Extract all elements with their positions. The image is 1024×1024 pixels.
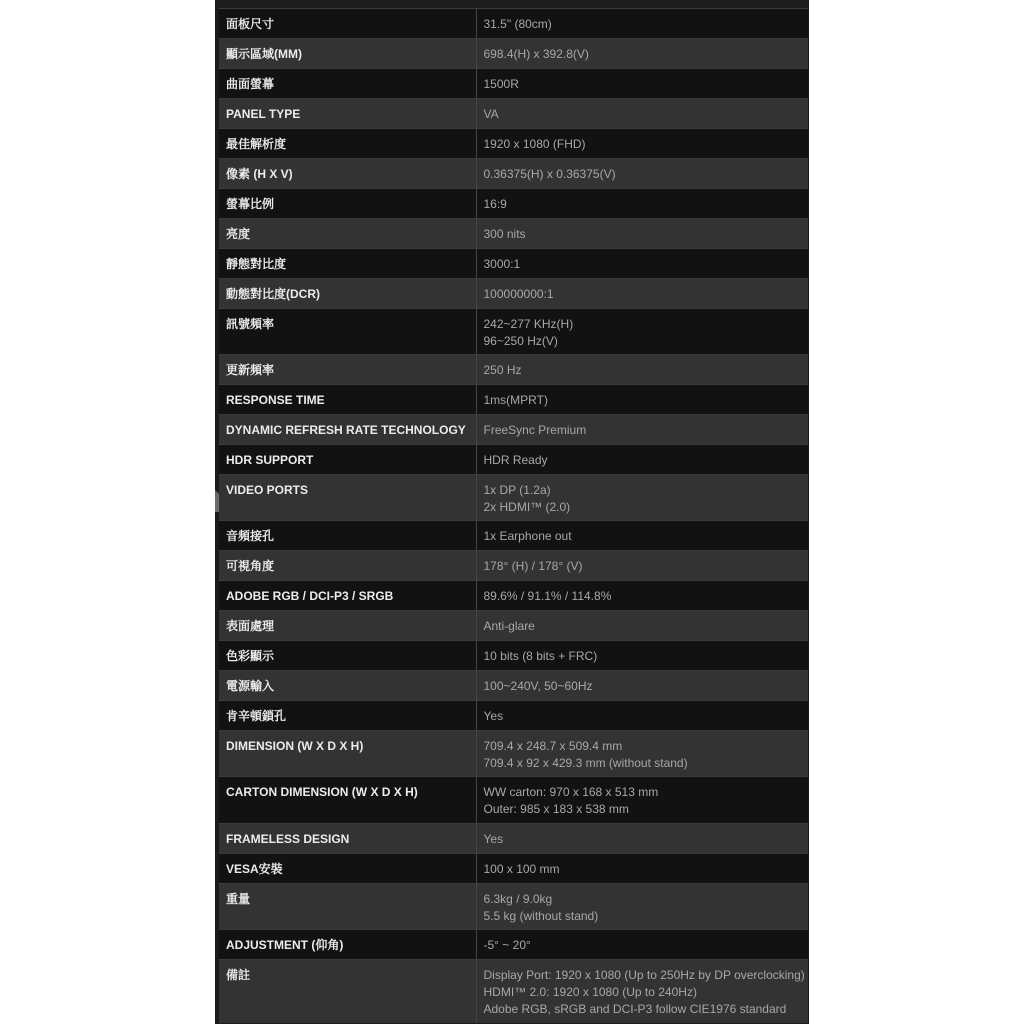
spec-row <box>219 581 808 611</box>
spec-value <box>476 249 808 279</box>
spec-label: ADJUSTMENT (仰角) <box>219 930 476 960</box>
spec-label: 顯示區域(MM) <box>219 39 476 69</box>
spec-label: 訊號頻率 <box>219 309 476 355</box>
spec-value-line: 300 nits <box>483 227 526 241</box>
spec-value-line: 709.4 x 248.7 x 509.4 mm <box>483 739 623 753</box>
spec-row <box>219 701 808 731</box>
spec-value-line: 1500R <box>483 77 519 91</box>
spec-value <box>476 475 808 521</box>
spec-label: 重量 <box>219 884 476 930</box>
spec-value-line: 31.5" (80cm) <box>483 17 552 31</box>
spec-label: 表面處理 <box>219 611 476 641</box>
spec-row <box>219 39 808 69</box>
spec-row <box>219 824 808 854</box>
spec-label: VIDEO PORTS <box>219 475 476 521</box>
spec-row <box>219 930 808 960</box>
spec-value <box>476 521 808 551</box>
spec-value <box>476 854 808 884</box>
spec-value-line: 16:9 <box>483 197 507 211</box>
spec-value-line: 1x DP (1.2a) <box>483 483 551 497</box>
spec-value-line: 698.4(H) x 392.8(V) <box>483 47 589 61</box>
spec-row <box>219 960 808 1023</box>
spec-value-line: Adobe RGB, sRGB and DCI-P3 follow CIE1976 standard <box>483 1002 787 1016</box>
spec-value <box>476 777 808 824</box>
spec-value-line: WW carton: 970 x 168 x 513 mm <box>483 785 659 799</box>
spec-label: PANEL TYPE <box>219 99 476 129</box>
spec-value-line: 100 x 100 mm <box>483 862 560 876</box>
spec-row <box>219 9 808 39</box>
spec-row <box>219 611 808 641</box>
spec-row <box>219 159 808 189</box>
spec-value <box>476 9 808 39</box>
spec-value <box>476 671 808 701</box>
spec-value <box>476 960 808 1023</box>
spec-value <box>476 611 808 641</box>
spec-label: FRAMELESS DESIGN <box>219 824 476 854</box>
spec-label: DYNAMIC REFRESH RATE TECHNOLOGY <box>219 415 476 445</box>
spec-label: 肯辛頓鎖孔 <box>219 701 476 731</box>
spec-label: 像素 (H X V) <box>219 159 476 189</box>
spec-label: HDR SUPPORT <box>219 445 476 475</box>
spec-row <box>219 731 808 777</box>
spec-value-line: Yes <box>483 709 504 723</box>
spec-row <box>219 445 808 475</box>
spec-value-line: 96~250 Hz(V) <box>483 334 558 348</box>
spec-row <box>219 551 808 581</box>
spec-value-line: 3000:1 <box>483 257 521 271</box>
spec-value-line: 2x HDMI™ (2.0) <box>483 500 571 514</box>
spec-label: CARTON DIMENSION (W X D X H) <box>219 777 476 824</box>
spec-label: 可視角度 <box>219 551 476 581</box>
spec-value <box>476 930 808 960</box>
spec-value <box>476 309 808 355</box>
spec-value-line: 709.4 x 92 x 429.3 mm (without stand) <box>483 756 688 770</box>
spec-value-line: 242~277 KHz(H) <box>483 317 574 331</box>
spec-row <box>219 884 808 930</box>
spec-row <box>219 777 808 824</box>
spec-value-line: -5° ~ 20° <box>483 938 531 952</box>
spec-value-line: Yes <box>483 832 504 846</box>
spec-value-line: 5.5 kg (without stand) <box>483 909 599 923</box>
spec-value <box>476 189 808 219</box>
spec-value-line: 100~240V, 50~60Hz <box>483 679 593 693</box>
spec-table <box>219 8 808 1023</box>
spec-value-line: 178° (H) / 178° (V) <box>483 559 583 573</box>
spec-value-line: 6.3kg / 9.0kg <box>483 892 553 906</box>
spec-value-line: Outer: 985 x 183 x 538 mm <box>483 802 629 816</box>
spec-value-line: Anti-glare <box>483 619 535 633</box>
spec-value <box>476 551 808 581</box>
spec-row <box>219 385 808 415</box>
spec-label: 色彩顯示 <box>219 641 476 671</box>
spec-label: DIMENSION (W X D X H) <box>219 731 476 777</box>
spec-value <box>476 415 808 445</box>
spec-value <box>476 219 808 249</box>
spec-value <box>476 641 808 671</box>
spec-value <box>476 129 808 159</box>
spec-row <box>219 355 808 385</box>
spec-row <box>219 219 808 249</box>
spec-value <box>476 279 808 309</box>
spec-row <box>219 475 808 521</box>
spec-label: RESPONSE TIME <box>219 385 476 415</box>
spec-row <box>219 129 808 159</box>
spec-value <box>476 884 808 930</box>
spec-value <box>476 581 808 611</box>
spec-value-line: Display Port: 1920 x 1080 (Up to 250Hz by DP overclocking) <box>483 968 805 982</box>
spec-value-line: 0.36375(H) x 0.36375(V) <box>483 167 616 181</box>
spec-label: 更新頻率 <box>219 355 476 385</box>
spec-value <box>476 385 808 415</box>
spec-row <box>219 189 808 219</box>
spec-row <box>219 854 808 884</box>
spec-value-line: HDR Ready <box>483 453 548 467</box>
spec-value-line: 1920 x 1080 (FHD) <box>483 137 586 151</box>
spec-label: 備註 <box>219 960 476 1023</box>
spec-label: 音頻接孔 <box>219 521 476 551</box>
spec-value-line: 10 bits (8 bits + FRC) <box>483 649 598 663</box>
spec-value <box>476 69 808 99</box>
spec-value <box>476 159 808 189</box>
spec-value-line: FreeSync Premium <box>483 423 587 437</box>
spec-row <box>219 521 808 551</box>
spec-row <box>219 279 808 309</box>
spec-value-line: 100000000:1 <box>483 287 554 301</box>
spec-label: ADOBE RGB / DCI-P3 / SRGB <box>219 581 476 611</box>
spec-row <box>219 671 808 701</box>
spec-value <box>476 39 808 69</box>
spec-row <box>219 309 808 355</box>
spec-label: 亮度 <box>219 219 476 249</box>
spec-label: 螢幕比例 <box>219 189 476 219</box>
spec-label: 靜態對比度 <box>219 249 476 279</box>
spec-row <box>219 249 808 279</box>
spec-label: 最佳解析度 <box>219 129 476 159</box>
spec-panel <box>215 0 809 1024</box>
spec-table-body <box>219 9 808 1023</box>
spec-value-line: 250 Hz <box>483 363 522 377</box>
spec-value <box>476 731 808 777</box>
spec-value-line: HDMI™ 2.0: 1920 x 1080 (Up to 240Hz) <box>483 985 697 999</box>
spec-row <box>219 99 808 129</box>
spec-row <box>219 641 808 671</box>
spec-value <box>476 445 808 475</box>
spec-label: 動態對比度(DCR) <box>219 279 476 309</box>
spec-label: 面板尺寸 <box>219 9 476 39</box>
spec-value-line: 89.6% / 91.1% / 114.8% <box>483 589 612 603</box>
spec-row <box>219 69 808 99</box>
spec-value-line: 1ms(MPRT) <box>483 393 548 407</box>
spec-label: VESA安裝 <box>219 854 476 884</box>
spec-value <box>476 99 808 129</box>
spec-value <box>476 701 808 731</box>
spec-row <box>219 415 808 445</box>
spec-value-line: 1x Earphone out <box>483 529 572 543</box>
spec-label: 電源輸入 <box>219 671 476 701</box>
spec-value <box>476 355 808 385</box>
spec-value-line: VA <box>483 107 499 121</box>
spec-value <box>476 824 808 854</box>
spec-label: 曲面螢幕 <box>219 69 476 99</box>
